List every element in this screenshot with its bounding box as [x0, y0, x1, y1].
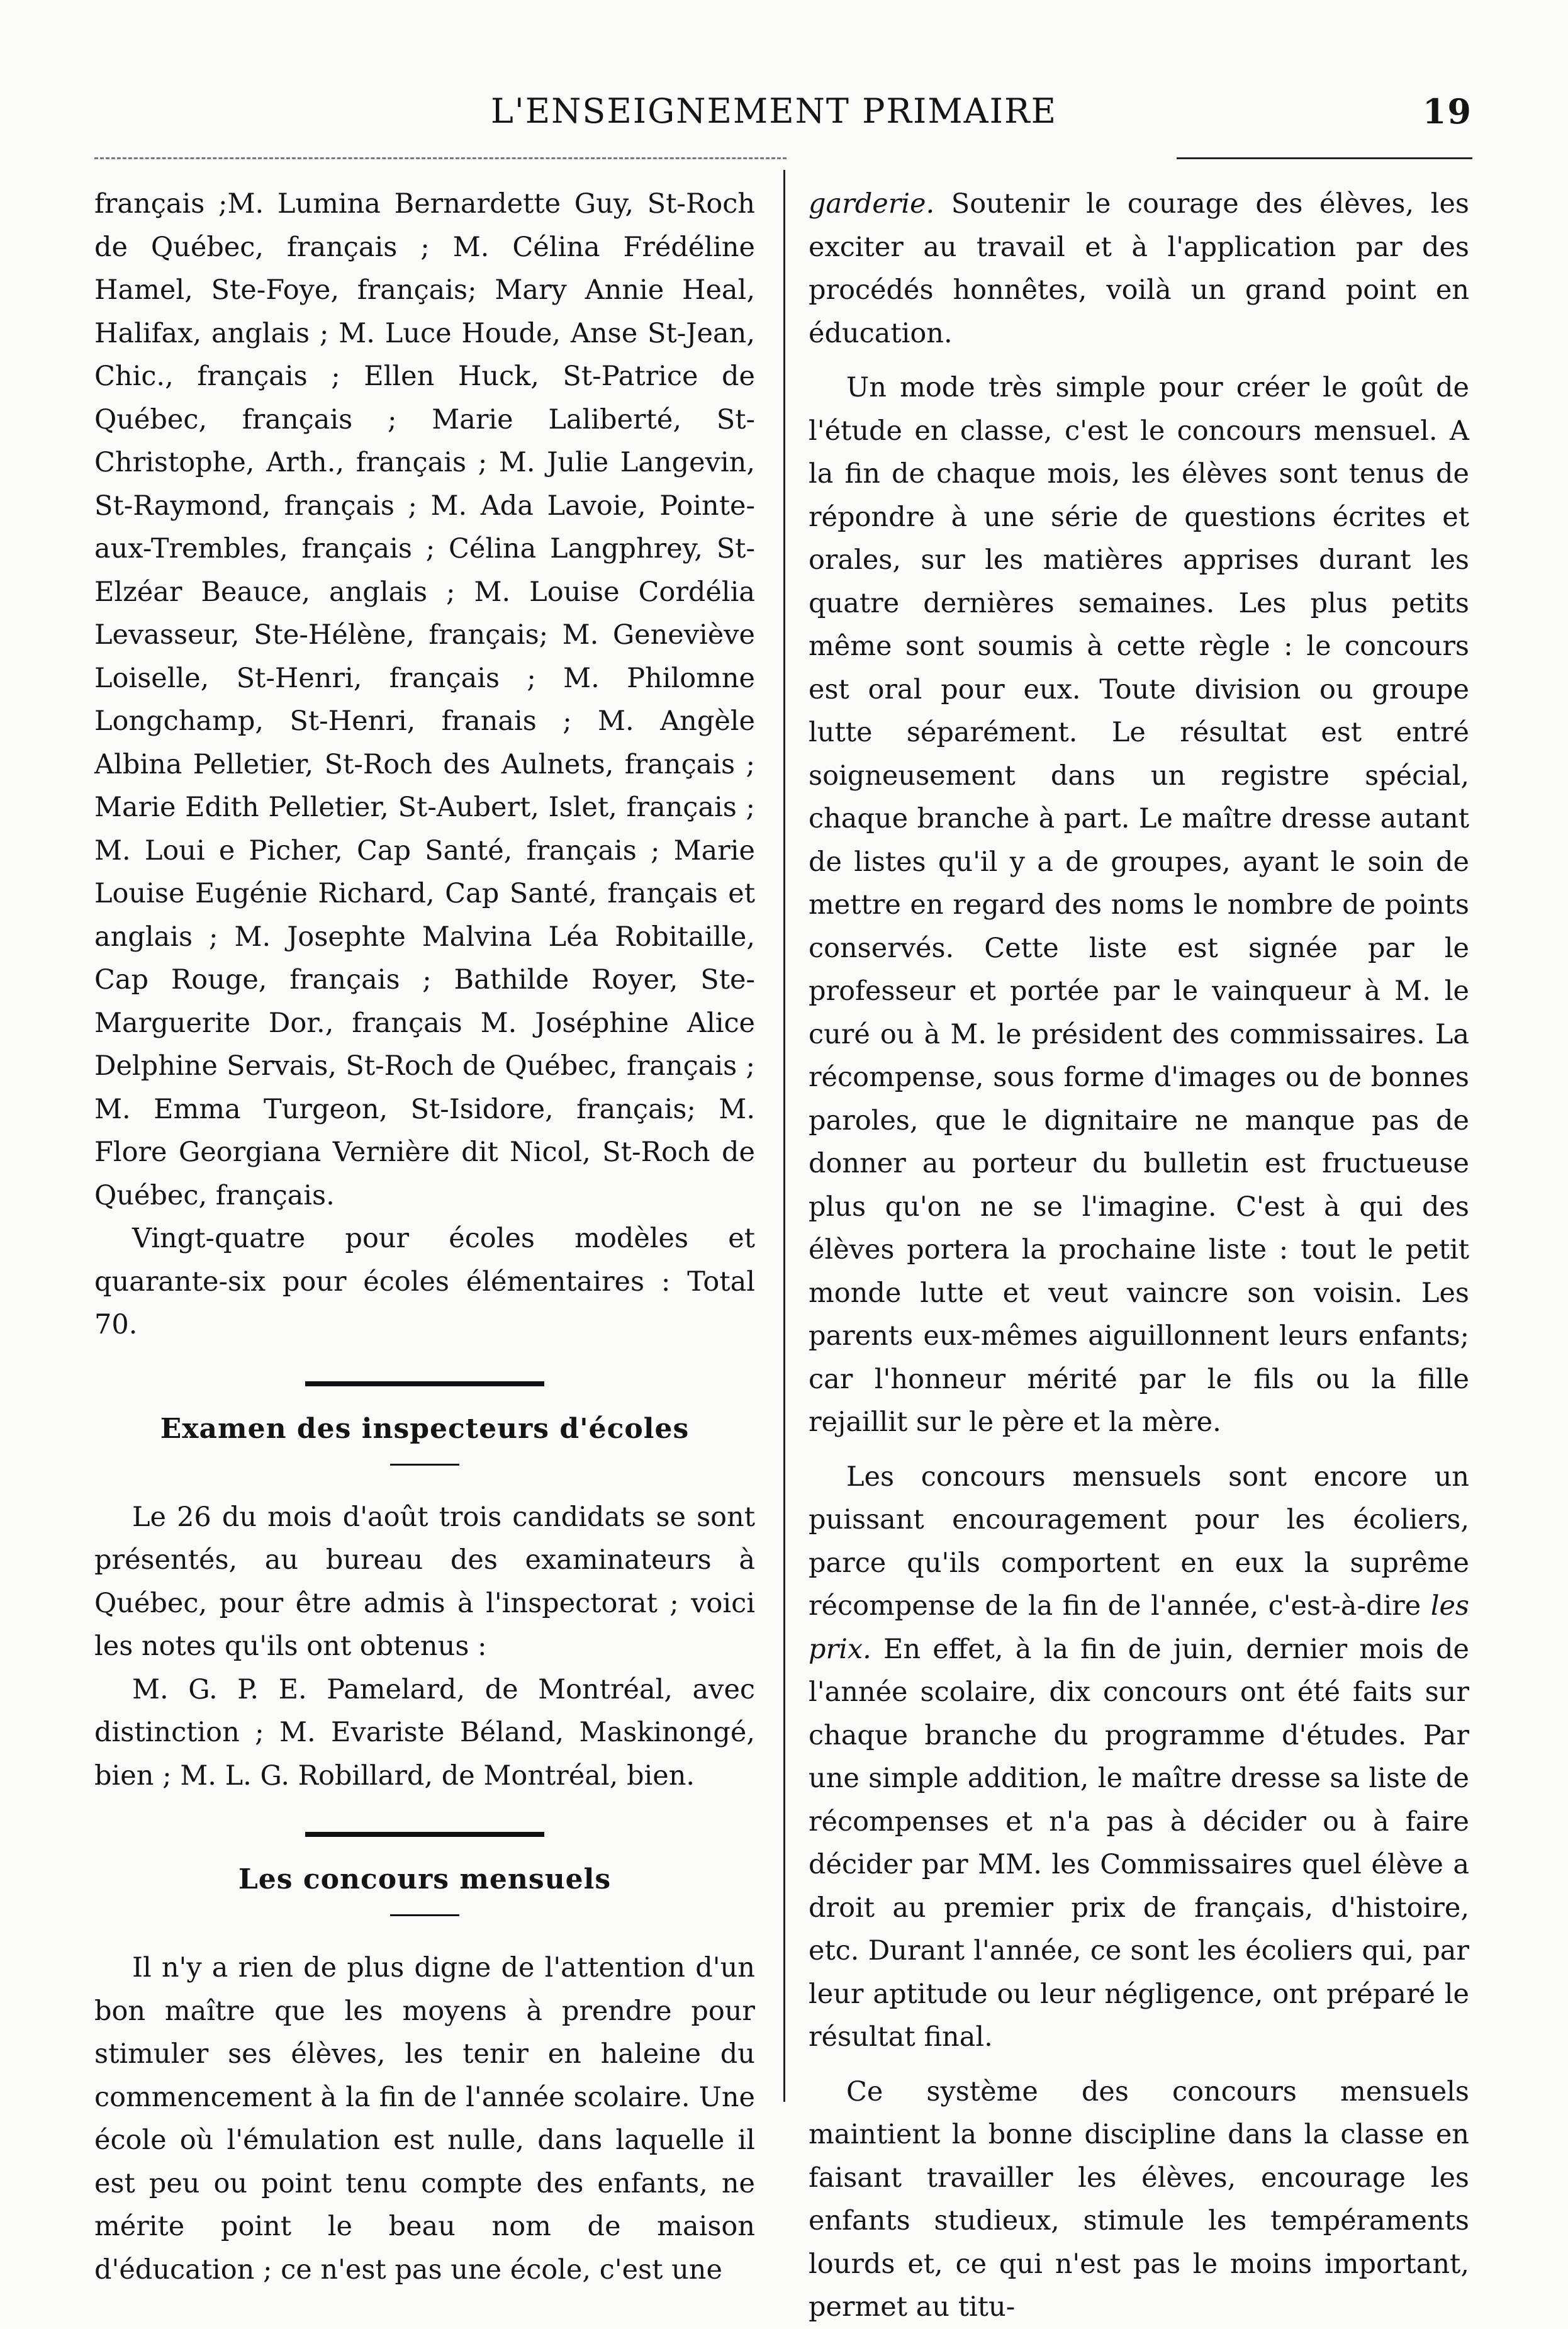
heading-underline [390, 1464, 459, 1466]
heading-concours: Les concours mensuels [238, 1863, 612, 1895]
italic-word: garderie. [809, 188, 935, 220]
header-rule-right [1177, 157, 1472, 159]
concours-paragraph-2: Un mode très simple pour créer le goût de l'étude en classe, c'est le concours mensuel. A la fin de chaque mois, les élèves sont tenus de répondre à une série de questions écrites et orales, sur les matières apprises durant les quatre dernières semaines. Les plus petits même sont soumis à cette règle : le concours est oral pour eux. Toute division ou groupe lutte séparément. Le résultat est entré soigneusement dans un registre spécial, chaque branche à part. Le maître dresse autant de listes qu'il y a de groupes, ayant le soin de mettre en regard des noms le nombre de points conservés. Cette liste est signée par le professeur et portée par le vainqueur à M. le curé ou à M. le président des commissaires. La récompense, sous forme d'images ou de bonnes paroles, que le dignitaire ne manque pas de donner au porteur du bulletin est fructueuse plus qu'on ne se l'imagine. C'est à qui des élèves portera la prochaine liste : tout le petit monde lutte et veut vaincre son voisin. Les parents eux-mêmes aiguillonnent leurs enfants; car l'honneur mérité par le fils ou la fille rejaillit sur le père et la mère. [809, 372, 1469, 1438]
paragraph-text: En effet, à la fin de juin, dernier mois de l'année scolaire, dix concours ont été faits sur chaque branche du programme d'études. Par une simple addition, le maître dresse sa liste de récompenses et n'a pas à décider ou à faire décider par MM. les Commissaires quel élève a droit au premier prix de français, d'histoire, etc. Durant l'année, ce sont les écoliers qui, par leur aptitude ou leur négligence, ont préparé le résultat final. [809, 1633, 1469, 2053]
concours-paragraph-3 [809, 1456, 1469, 2059]
section-separator [305, 1381, 544, 1386]
left-column [94, 182, 755, 2291]
heading-exam: Examen des inspecteurs d'écoles [160, 1412, 690, 1445]
right-column [809, 182, 1469, 2329]
concours-paragraph-1: Il n'y a rien de plus digne de l'attention d'un bon maître que les moyens à prendre pour stimuler ses élèves, les tenir en haleine du commencement à la fin de l'année scolaire. Une école où l'émulation est nulle, dans laquelle il est peu ou point tenu compte des enfants, ne mérite point le beau nom de maison d'éducation ; ce n'est pas une école, c'est une [94, 1952, 755, 2286]
heading-underline [390, 1914, 459, 1916]
exam-paragraph-2: M. G. P. E. Pamelard, de Montréal, avec distinction ; M. Evariste Béland, Maskinongé, bien ; M. L. G. Robillard, de Montréal, bien. [94, 1673, 755, 1792]
running-title: L'ENSEIGNEMENT PRIMAIRE [491, 91, 1058, 131]
concours-paragraph-4: Ce système des concours mensuels maintient la bonne discipline dans la classe en faisant travailler les élèves, encourage les enfants studieux, stimule les tempéraments lourds et, ce qui n'est pas le moins important, permet au titu- [809, 2075, 1469, 2323]
list-paragraph: français ;M. Lumina Bernardette Guy, St-Roch de Québec, français ; M. Célina Frédéline Hamel, Ste-Foye, français; Mary Annie Heal, Halifax, anglais ; M. Luce Houde, Anse St-Jean, Chic., français ; Ellen Huck, St-Patrice de Québec, français ; Marie Laliberté, St-Christophe, Arth., français ; M. Julie Langevin, St-Raymond, français ; M. Ada Lavoie, Pointe-aux-Trembles, français ; Célina Langphrey, St-Elzéar Beauce, anglais ; M. Louise Cordélia Levasseur, Ste-Hélène, français; M. Geneviève Loiselle, St-Henri, français ; M. Philomne Longchamp, St-Henri, franais ; M. Angèle Albina Pelletier, St-Roch des Aulnets, français ; Marie Edith Pelletier, St-Aubert, Islet, français ; M. Loui e Picher, Cap Santé, français ; Marie Louise Eugénie Richard, Cap Santé, français et anglais ; M. Josephte Malvina Léa Robitaille, Cap Rouge, français ; Bathilde Royer, Ste-Marguerite Dor., français M. Joséphine Alice Delphine Servais, St-Roch de Québec, français ; M. Emma Turgeon, St-Isidore, français; M. Flore Georgiana Vernière dit Nicol, St-Roch de Québec, français. [94, 188, 755, 1211]
page-number: 19 [1422, 91, 1472, 132]
paragraph-text: Les concours mensuels sont encore un puissant encouragement pour les écoliers, parce qu'ils comportent en eux la suprême récompense de la fin de l'année, c'est-à-dire [809, 1461, 1469, 1622]
exam-paragraph-1: Le 26 du mois d'août trois candidats se sont présentés, au bureau des examinateurs à Québec, pour être admis à l'inspectorat ; voici les notes qu'ils ont obtenus : [94, 1501, 755, 1662]
italic-phrase: les prix. [809, 1590, 1469, 1665]
continued-paragraph [809, 182, 1469, 355]
column-divider [783, 170, 785, 2102]
paragraph-text: Soutenir le courage des élèves, les exciter au travail et à l'application par des procédés honnêtes, voilà un grand point en éducation. [809, 188, 1469, 349]
page-header [94, 91, 1472, 142]
total-paragraph: Vingt-quatre pour écoles modèles et quarante-six pour écoles élémentaires : Total 70. [94, 1223, 755, 1340]
header-rule-left [94, 157, 787, 159]
section-separator [305, 1832, 544, 1837]
